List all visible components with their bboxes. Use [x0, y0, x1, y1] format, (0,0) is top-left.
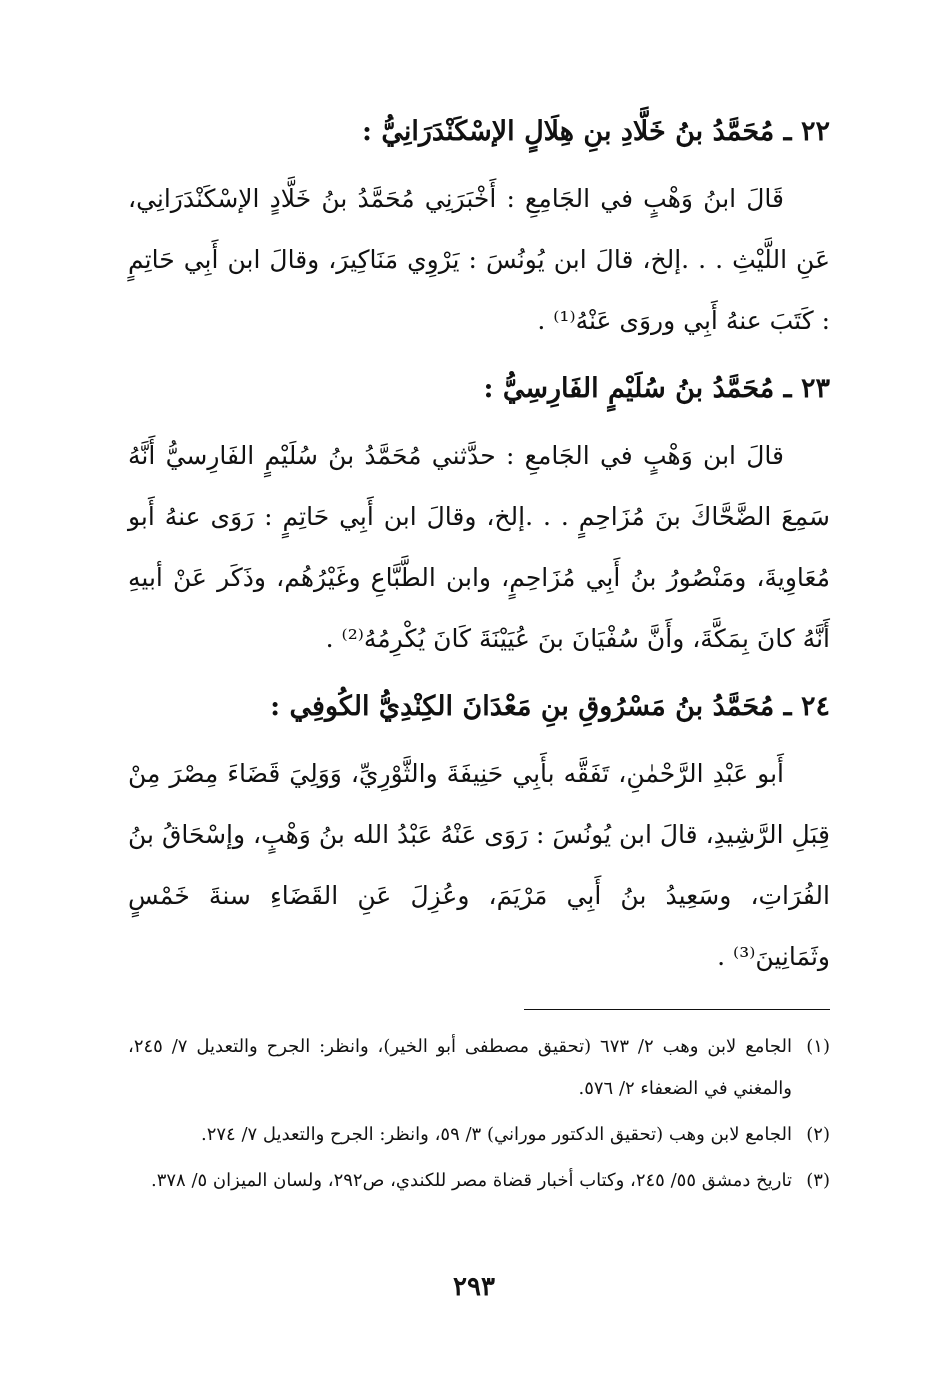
- footnote-text: تاريخ دمشق ٥٥/ ٢٤٥، وكتاب أخبار قضاة مصر للكندي، ص٢٩٢، ولسان الميزان ٥/ ٣٧٨.: [150, 1170, 792, 1191]
- entry-22: [128, 108, 830, 351]
- footnote-text: الجامع لابن وهب (تحقيق الدكتور موراني) ٣/ ٥٩، وانظر: الجرح والتعديل ٧/ ٢٧٤.: [200, 1124, 792, 1145]
- entry-heading: ٢٣ ـ مُحَمَّدُ بنُ سُلَيْمٍ الفَارِسِيُّ :: [483, 373, 830, 404]
- entry-body: قالَ ابن وَهْبٍ في الجَامعِ : حدَّثني مُحَمَّدُ بنُ سُلَيْمٍ الفَارِسيُّ أَنَّهُ سَمِعَ الضَّحَّاكَ بنَ مُزَاحِمٍ . . .إلخ، وقالَ ابن أَبِي حَاتِمٍ : رَوَى عنهُ أَبو مُعَاوِيةَ، ومَنْصُورُ بنُ أَبِي مُزَاحِمٍ، وابن الطَّبَّاعِ وغَيْرُهُم، وذَكَر عَنْ أبيهِ أَنَّهُ كانَ بِمَكَّةَ، وأَنَّ سُفْيَانَ بنَ عُيَيْنَةَ كَانَ يُكْرِمُهُ⁽²⁾ .: [128, 441, 830, 653]
- page-number: ٢٩٣: [453, 1272, 495, 1302]
- entry-body: قَالَ ابنُ وَهْبٍ في الجَامِعِ : أَخْبَرَنِي مُحَمَّدُ بنُ خَلَّادٍ الإسْكَنْدَرَانِي، عَنِ اللَّيْثِ . . .إلخ، قالَ ابن يُونُسَ : يَرْوِي مَنَاكِيرَ، وقالَ ابن أَبِي حَاتِمٍ : كَتَبَ عنهُ أَبِي وروَى عَنْهُ⁽¹⁾ .: [128, 184, 830, 335]
- entry-body: أَبو عَبْدِ الرَّحْمٰنِ، تَفَقَّه بأَبِي حَنِيفَةَ والثَّوْرِيِّ، وَوَلِيَ قَضَاءَ مِصْرَ مِنْ قِبَلِ الرَّشِيدِ، قالَ ابن يُونُسَ : رَوَى عَنْهُ عَبْدُ الله بنُ وَهْبٍ، وإسْحَاقُ بنُ الفُرَاتِ، وسَعِيدُ بنُ أَبِي مَرْيَمَ، وعُزِلَ عَنِ القَضَاءِ سنةَ خَمْسٍ وثَمَانِينَ⁽³⁾ .: [128, 759, 830, 971]
- footnotes: [128, 1026, 830, 1202]
- entry-heading: ٢٤ ـ مُحَمَّدُ بنُ مَسْرُوقِ بنِ مَعْدَانَ الكِنْدِيُّ الكُوفِي :: [270, 691, 830, 722]
- entry-heading: ٢٢ ـ مُحَمَّدُ بنُ خَلَّادِ بنِ هِلَالٍ الإسْكَنْدَرَانِيُّ :: [361, 116, 830, 147]
- footnote-number: (٢): [806, 1124, 830, 1145]
- entry-23: [128, 365, 830, 669]
- footnote-2: [128, 1114, 830, 1156]
- footnote-text: الجامع لابن وهب ٢/ ٦٧٣ (تحقيق مصطفى أبو الخير)، وانظر: الجرح والتعديل ٧/ ٢٤٥، والمغني في الضعفاء ٢/ ٥٧٦.: [128, 1036, 793, 1099]
- footnote-1: [128, 1026, 830, 1110]
- footnote-number: (١): [806, 1036, 830, 1057]
- entry-24: [128, 683, 830, 987]
- footnote-number: (٣): [806, 1170, 830, 1191]
- footnote-divider: [524, 1009, 830, 1010]
- footnote-3: [128, 1160, 830, 1202]
